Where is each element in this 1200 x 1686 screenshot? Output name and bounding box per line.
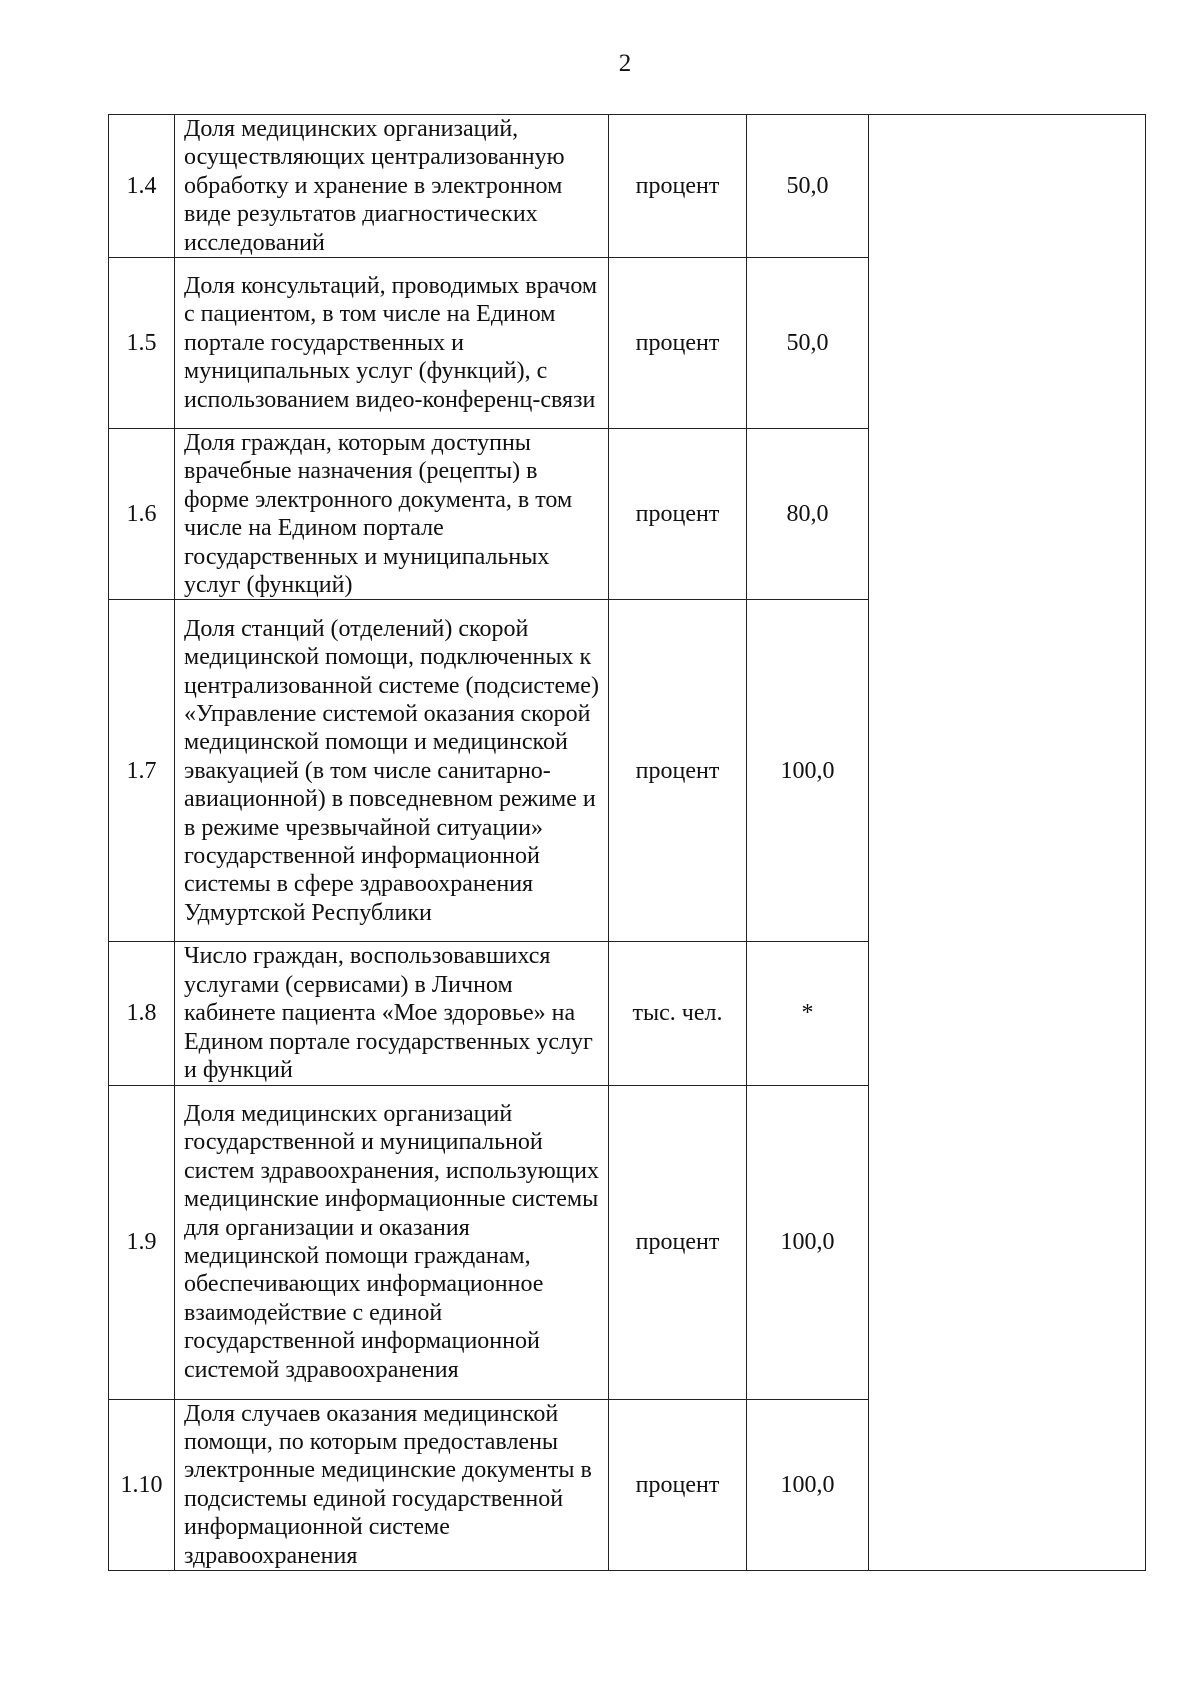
- indicator-value: 100,0: [747, 1085, 869, 1399]
- indicator-name: Число граждан, воспользовавшихся услугами (сервисами) в Личном кабинете пациента «Мое здоровье» на Едином портале государственных услуг и функций: [175, 942, 609, 1085]
- page-number: 2: [618, 50, 632, 77]
- row-number: 1.6: [109, 429, 175, 600]
- unit-of-measure: процент: [609, 429, 747, 600]
- row-number: 1.8: [109, 942, 175, 1085]
- row-number: 1.10: [109, 1399, 175, 1570]
- indicator-value: 50,0: [747, 115, 869, 258]
- indicator-name: Доля медицинских организаций государственной и муниципальной систем здравоохранения, использующих медицинские информационные системы для организации и оказания медицинской помощи гражданам, обеспечивающих информационное взаимодействие с единой государственной информационной системой здравоохранения: [175, 1085, 609, 1399]
- row-number: 1.7: [109, 600, 175, 942]
- indicator-value: 80,0: [747, 429, 869, 600]
- unit-of-measure: процент: [609, 1085, 747, 1399]
- indicator-value: 100,0: [747, 1399, 869, 1570]
- empty-merged-column: [869, 115, 1146, 1571]
- indicator-name: Доля граждан, которым доступны врачебные назначения (рецепты) в форме электронного документа, в том числе на Едином портале государственных и муниципальных услуг (функций): [175, 429, 609, 600]
- indicator-name: Доля случаев оказания медицинской помощи, по которым предоставлены электронные медицинские документы в подсистемы единой государственной информационной системе здравоохранения: [175, 1399, 609, 1570]
- indicator-value: 100,0: [747, 600, 869, 942]
- indicator-name: Доля медицинских организаций, осуществляющих централизованную обработку и хранение в электронном виде результатов диагностических исследований: [175, 115, 609, 258]
- row-number: 1.5: [109, 258, 175, 429]
- row-number: 1.9: [109, 1085, 175, 1399]
- indicator-value: 50,0: [747, 258, 869, 429]
- unit-of-measure: процент: [609, 1399, 747, 1570]
- indicator-value: *: [747, 942, 869, 1085]
- row-number: 1.4: [109, 115, 175, 258]
- unit-of-measure: процент: [609, 258, 747, 429]
- unit-of-measure: процент: [609, 115, 747, 258]
- indicator-name: Доля консультаций, проводимых врачом с пациентом, в том числе на Едином портале государственных и муниципальных услуг (функций), с использованием видео-конференц-связи: [175, 258, 609, 429]
- indicators-table: [108, 114, 1146, 1571]
- unit-of-measure: тыс. чел.: [609, 942, 747, 1085]
- unit-of-measure: процент: [609, 600, 747, 942]
- indicator-name: Доля станций (отделений) скорой медицинской помощи, подключенных к централизованной системе (подсистеме) «Управление системой оказания скорой медицинской помощи и медицинской эвакуацией (в том числе санитарно-авиационной) в повседневном режиме и в режиме чрезвычайной ситуации» государственной информационной системы в сфере здравоохранения Удмуртской Республики: [175, 600, 609, 942]
- table-row: [109, 115, 1146, 258]
